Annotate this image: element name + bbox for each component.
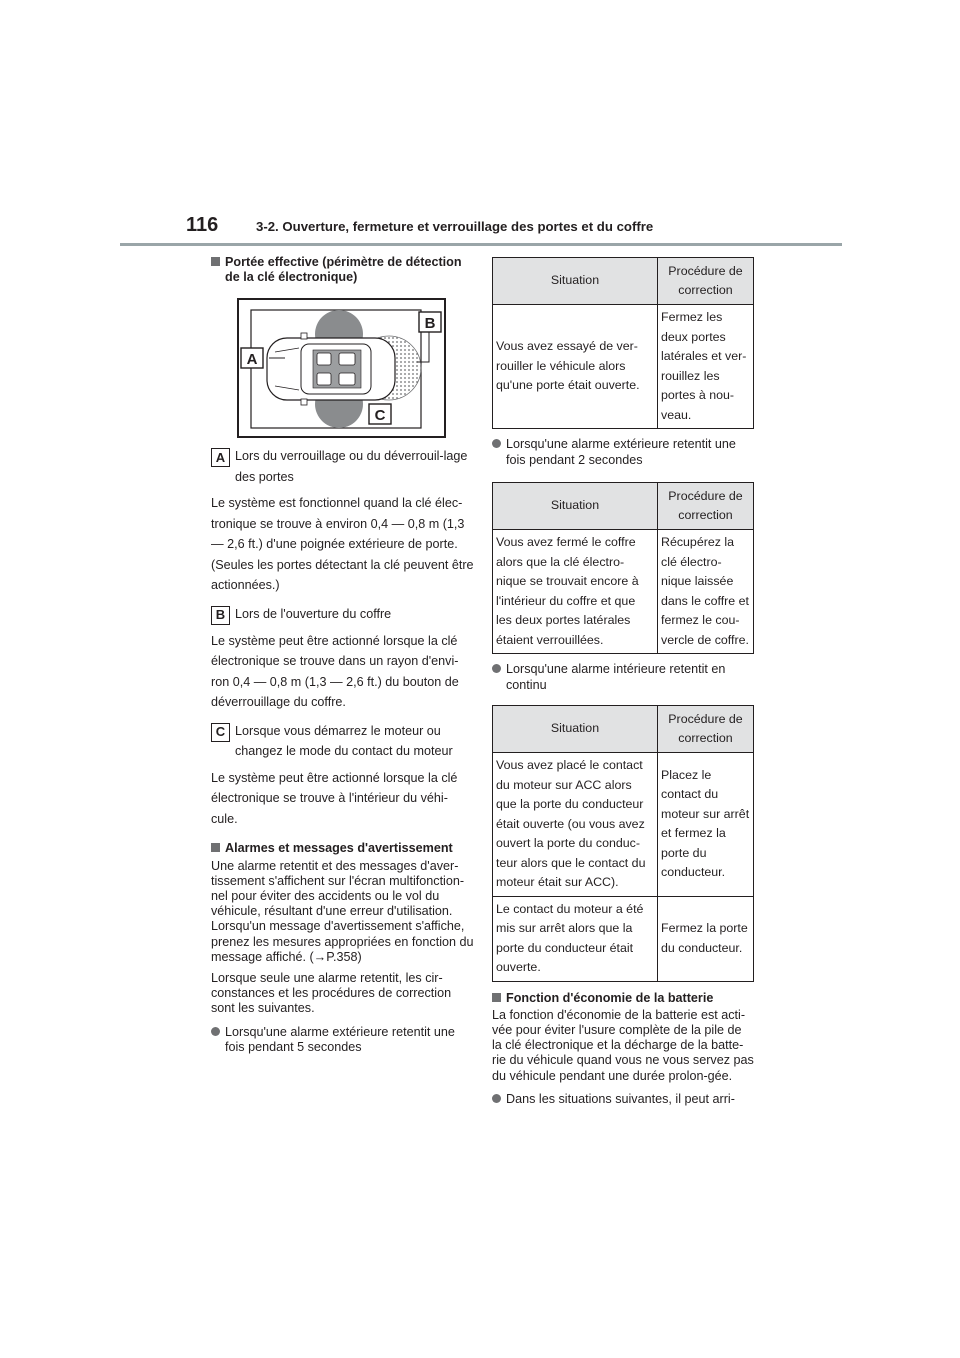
th-procedure: Procédure de correction [658, 706, 754, 753]
th-procedure: Procédure de correction [658, 483, 754, 530]
item-c [211, 723, 474, 762]
figure-label-c: C [374, 407, 386, 425]
round-bullet-icon [492, 1094, 501, 1103]
table-continuous [492, 705, 754, 982]
label-c-box: C [211, 723, 230, 742]
alarms-paragraph-2: Lorsque seule une alarme retentit, les cir-constances et les procédures de correction sont les suivantes. [211, 971, 452, 1016]
th-situation: Situation [493, 706, 658, 753]
round-bullet-icon [211, 1027, 220, 1036]
battery-heading: Fonction d'économie de la batterie [492, 991, 754, 1006]
item-b-text: Lors de l'ouverture du coffre [235, 606, 392, 621]
alarms-paragraph-1: Une alarme retentit et des messages d'aver-tissement s'affichent sur l'écran multifonction-nel pour éviter des accidents ou le vol du véhicule, résultant d'une erreur d'utilisation. Lorsqu'un message d'avertissement s'affiche, prenez les mesures appropriées en fonction du message affiché. (→P.358) [211, 858, 474, 964]
table-row [493, 530, 754, 654]
bullet-continuous: Lorsqu'une alarme intérieure retentit en continu [492, 662, 754, 693]
cell-procedure: Placez le contact du moteur sur arrêt et fermez la porte du conducteur. [658, 753, 754, 897]
header-rule [120, 243, 842, 246]
round-bullet-icon [492, 664, 501, 673]
table-row [493, 896, 754, 981]
page-number: 116 [186, 214, 219, 236]
cell-procedure: Fermez la porte du conducteur. [658, 896, 754, 981]
figure-label-b: B [424, 315, 436, 333]
table-row [493, 753, 754, 897]
alarms-heading: Alarmes et messages d'avertissement [211, 841, 474, 856]
section-title: 3-2. Ouverture, fermeture et verrouillage des portes et du coffre [256, 219, 654, 234]
th-procedure: Procédure de correction [658, 258, 754, 305]
label-b-box: B [211, 606, 230, 625]
effective-range-heading: Portée effective (périmètre de détection de la clé électronique) [211, 255, 474, 285]
item-a-text: Lors du verrouillage ou du déverrouil-lage des portes [235, 449, 468, 484]
label-a-box: A [211, 448, 230, 467]
item-a [211, 448, 474, 487]
cell-situation: Vous avez fermé le coffre alors que la clé électro-nique se trouvait encore à l'intérieur du coffre et que les deux portes latérales étaient verrouillées. [493, 530, 658, 654]
battery-bullet: Dans les situations suivantes, il peut arri- [492, 1092, 754, 1108]
cell-procedure: Fermez les deux portes latérales et ver-rouillez les portes à nou-veau. [658, 305, 754, 429]
th-situation: Situation [493, 258, 658, 305]
square-bullet-icon [492, 993, 501, 1002]
table-5-seconds [492, 257, 754, 429]
item-b-desc: Le système peut être actionné lorsque la clé électronique se trouve dans un rayon d'envi-ron 0,4 — 0,8 m (1,3 — 2,6 ft.) du bouton de déverrouillage du coffre. [211, 633, 459, 710]
table-row [493, 305, 754, 429]
item-a-desc: Le système est fonctionnel quand la clé élec-tronique se trouve à environ 0,4 — 0,8 m (1,3 — 2,6 ft.) d'une poignée extérieure de porte. (Seules les portes détectant la clé peuvent être actionnées.) [211, 496, 474, 593]
round-bullet-icon [492, 439, 501, 448]
square-bullet-icon [211, 843, 220, 852]
square-bullet-icon [211, 257, 220, 266]
th-situation: Situation [493, 483, 658, 530]
right-column [492, 257, 754, 1107]
item-c-desc: Le système peut être actionné lorsque la clé électronique se trouve à l'intérieur du véhi-cule. [211, 770, 458, 826]
bullet-2-seconds: Lorsqu'une alarme extérieure retentit une fois pendant 2 secondes [492, 437, 754, 468]
cell-situation: Vous avez essayé de ver-rouiller le véhicule alors qu'une porte était ouverte. [493, 305, 658, 429]
cell-situation: Vous avez placé le contact du moteur sur ACC alors que la porte du conducteur était ouverte (ou vous avez ouvert la porte du conduc-teur alors que le contact du moteur était sur ACC). [493, 753, 658, 897]
item-b [211, 606, 474, 625]
battery-paragraph: La fonction d'économie de la batterie est acti-vée pour éviter l'usure complète de la pile de la clé électronique et la décharge de la batte-rie du véhicule quand vous ne vous servez pas du véhicule pendant une durée prolon-gée. [492, 1007, 754, 1083]
left-column [211, 255, 474, 1056]
cell-procedure: Récupérez la clé électro-nique laissée dans le coffre et fermez le cou-vercle de coffre. [658, 530, 754, 654]
cell-situation: Le contact du moteur a été mis sur arrêt alors que la porte du conducteur était ouverte. [493, 896, 658, 981]
table-2-seconds [492, 482, 754, 654]
detection-range-figure [237, 298, 446, 438]
car-detection-diagram [239, 300, 444, 436]
item-c-text: Lorsque vous démarrez le moteur ou changez le mode du contact du moteur [235, 723, 453, 759]
bullet-5-seconds: Lorsqu'une alarme extérieure retentit une fois pendant 5 secondes [211, 1025, 474, 1056]
figure-label-a: A [246, 351, 258, 369]
